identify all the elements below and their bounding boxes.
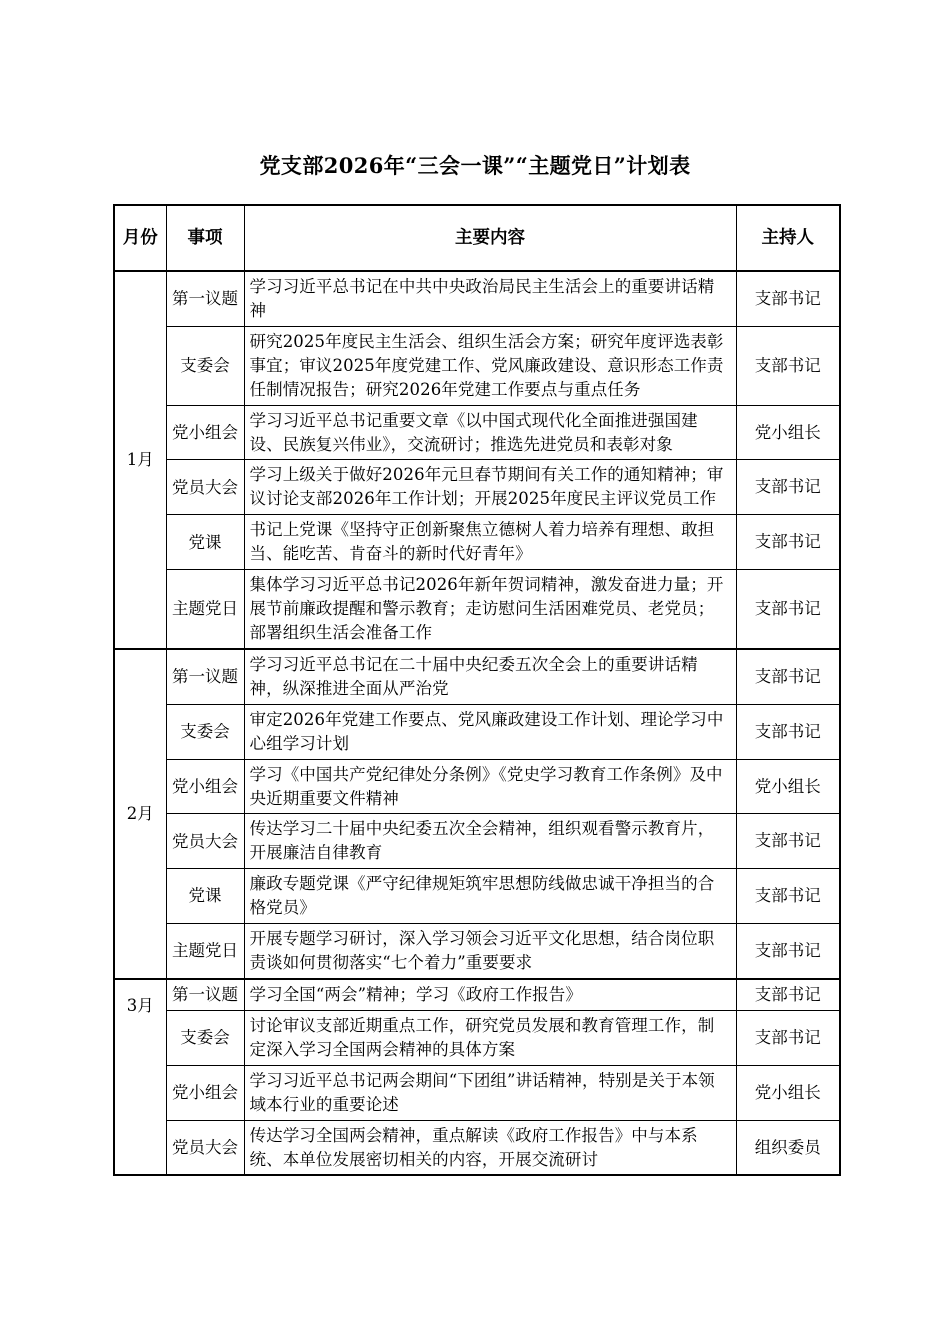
table-row	[114, 704, 840, 759]
table-row	[114, 1010, 840, 1065]
host-cell: 支部书记	[736, 814, 840, 869]
item-cell: 第一议题	[166, 979, 244, 1010]
content-cell: 开展专题学习研讨，深入学习领会习近平文化思想，结合岗位职责谈如何贯彻落实“七个着力”重要要求	[244, 924, 736, 979]
item-cell: 党小组会	[166, 405, 244, 460]
table-row	[114, 405, 840, 460]
table-row	[114, 326, 840, 405]
item-cell: 党小组会	[166, 759, 244, 814]
table-row	[114, 460, 840, 515]
table-header-row	[114, 205, 840, 271]
item-cell: 主题党日	[166, 570, 244, 649]
content-cell: 廉政专题党课《严守纪律规矩筑牢思想防线做忠诚干净担当的合格党员》	[244, 869, 736, 924]
item-cell: 党课	[166, 869, 244, 924]
content-cell: 学习习近平总书记在二十届中央纪委五次全会上的重要讲话精神，纵深推进全面从严治党	[244, 649, 736, 704]
table-row	[114, 271, 840, 326]
content-cell: 审定2026年党建工作要点、党风廉政建设工作计划、理论学习中心组学习计划	[244, 704, 736, 759]
month-cell: 3月	[114, 979, 166, 1175]
content-cell: 学习习近平总书记在中共中央政治局民主生活会上的重要讲话精神	[244, 271, 736, 326]
content-cell: 集体学习习近平总书记2026年新年贺词精神，激发奋进力量；开展节前廉政提醒和警示教育；走访慰问生活困难党员、老党员；部署组织生活会准备工作	[244, 570, 736, 649]
content-cell: 讨论审议支部近期重点工作，研究党员发展和教育管理工作，制定深入学习全国两会精神的具体方案	[244, 1010, 736, 1065]
host-cell: 支部书记	[736, 649, 840, 704]
page-title: 党支部2026年“三会一课”“主题党日”计划表	[259, 153, 691, 178]
column-header-month: 月份	[114, 205, 166, 271]
item-cell: 支委会	[166, 1010, 244, 1065]
table-row	[114, 515, 840, 570]
host-cell: 党小组长	[736, 1065, 840, 1120]
table-row	[114, 924, 840, 979]
host-cell: 党小组长	[736, 759, 840, 814]
content-cell: 学习习近平总书记重要文章《以中国式现代化全面推进强国建设、民族复兴伟业》，交流研讨；推选先进党员和表彰对象	[244, 405, 736, 460]
column-header-content: 主要内容	[244, 205, 736, 271]
item-cell: 党小组会	[166, 1065, 244, 1120]
table-body	[114, 271, 840, 1175]
table-header	[114, 205, 840, 271]
host-cell: 支部书记	[736, 869, 840, 924]
table-row	[114, 759, 840, 814]
content-cell: 学习《中国共产党纪律处分条例》《党史学习教育工作条例》及中央近期重要文件精神	[244, 759, 736, 814]
column-header-host: 主持人	[736, 205, 840, 271]
host-cell: 支部书记	[736, 460, 840, 515]
host-cell: 支部书记	[736, 515, 840, 570]
item-cell: 第一议题	[166, 649, 244, 704]
table-row	[114, 570, 840, 649]
item-cell: 党员大会	[166, 460, 244, 515]
host-cell: 支部书记	[736, 924, 840, 979]
host-cell: 支部书记	[736, 271, 840, 326]
host-cell: 组织委员	[736, 1120, 840, 1175]
content-cell: 研究2025年度民主生活会、组织生活会方案；研究年度评选表彰事宜；审议2025年度党建工作、党风廉政建设、意识形态工作责任制情况报告；研究2026年党建工作要点与重点任务	[244, 326, 736, 405]
table-row	[114, 814, 840, 869]
item-cell: 主题党日	[166, 924, 244, 979]
table-row	[114, 649, 840, 704]
item-cell: 党员大会	[166, 1120, 244, 1175]
content-cell: 学习上级关于做好2026年元旦春节期间有关工作的通知精神；审议讨论支部2026年工作计划；开展2025年度民主评议党员工作	[244, 460, 736, 515]
month-cell: 2月	[114, 649, 166, 979]
table-row	[114, 1065, 840, 1120]
content-cell: 传达学习全国两会精神，重点解读《政府工作报告》中与本系统、本单位发展密切相关的内容，开展交流研讨	[244, 1120, 736, 1175]
table-row	[114, 869, 840, 924]
item-cell: 第一议题	[166, 271, 244, 326]
column-header-item: 事项	[166, 205, 244, 271]
host-cell: 支部书记	[736, 979, 840, 1010]
host-cell: 支部书记	[736, 704, 840, 759]
item-cell: 党课	[166, 515, 244, 570]
content-cell: 书记上党课《坚持守正创新聚焦立德树人着力培养有理想、敢担当、能吃苦、肯奋斗的新时代好青年》	[244, 515, 736, 570]
table-row	[114, 979, 840, 1010]
host-cell: 党小组长	[736, 405, 840, 460]
content-cell: 学习全国“两会”精神；学习《政府工作报告》	[244, 979, 736, 1010]
host-cell: 支部书记	[736, 570, 840, 649]
month-cell: 1月	[114, 271, 166, 649]
item-cell: 支委会	[166, 704, 244, 759]
table-row	[114, 1120, 840, 1175]
host-cell: 支部书记	[736, 326, 840, 405]
item-cell: 支委会	[166, 326, 244, 405]
content-cell: 传达学习二十届中央纪委五次全会精神，组织观看警示教育片，开展廉洁自律教育	[244, 814, 736, 869]
plan-table	[113, 204, 841, 1176]
host-cell: 支部书记	[736, 1010, 840, 1065]
plan-table-container	[113, 204, 839, 1176]
content-cell: 学习习近平总书记两会期间“下团组”讲话精神，特别是关于本领域本行业的重要论述	[244, 1065, 736, 1120]
item-cell: 党员大会	[166, 814, 244, 869]
